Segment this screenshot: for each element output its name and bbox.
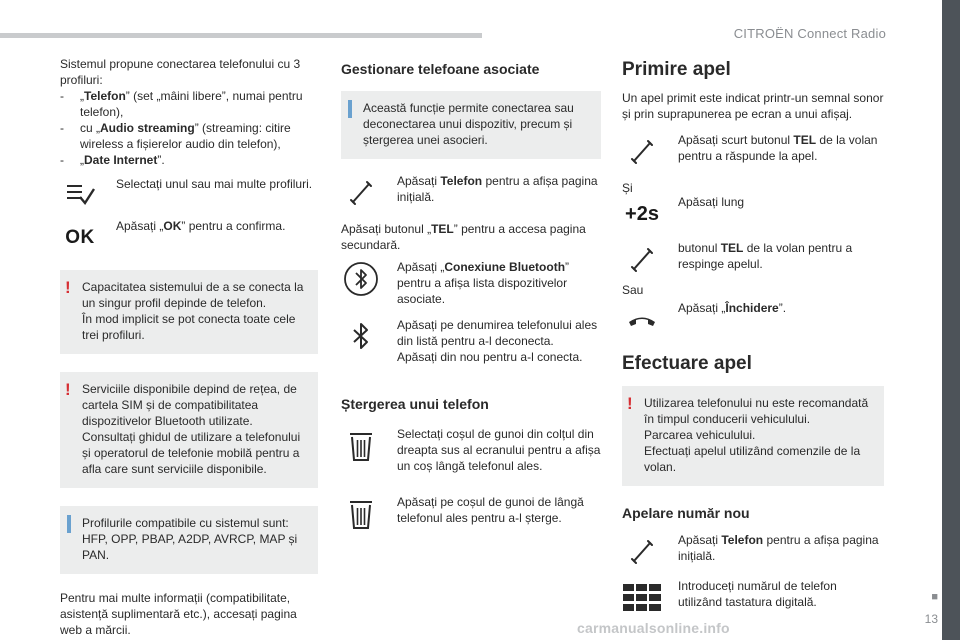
phone-home-step — [341, 173, 601, 207]
confirm-step — [60, 218, 318, 252]
text-fragment: pentru a afișa pagina inițială. — [397, 174, 598, 204]
warning-box-profiles — [60, 270, 318, 354]
dial-home-step — [622, 532, 884, 566]
profile-name: Telefon — [84, 89, 126, 103]
answer-step — [622, 132, 884, 166]
text-fragment: de la volan pentru a răspunde la apel. — [678, 133, 878, 163]
delete-step-2 — [341, 494, 601, 528]
tel-word: TEL — [793, 133, 817, 147]
info-text: Această funcție permite conectarea sau deconectarea unui dispozitiv, precum și ștergerea unei asocieri. — [363, 101, 574, 147]
column-3 — [622, 56, 884, 612]
bluetooth-connection-word: Conexiune Bluetooth — [444, 260, 566, 274]
bluetooth-circle-icon — [341, 259, 381, 299]
delete-step-2-text: Apăsați pe coșul de gunoi de lângă telefonul ales pentru a-l șterge. — [397, 495, 584, 525]
keypad-icon — [622, 578, 662, 618]
section-title-delete-phone: Ștergerea unui telefon — [341, 396, 489, 412]
text-fragment: „ — [80, 89, 84, 103]
section-title-paired-phones: Gestionare telefoane asociate — [341, 61, 540, 77]
long-press-text: Apăsați lung — [678, 195, 745, 209]
warning-box-services — [60, 372, 318, 488]
delete-step-1-text: Selectați coșul de gunoi din colțul din dreapta sus al ecranului pentru a afișa un coș lângă telefonul ales. — [397, 427, 601, 473]
section-title-dial-number: Apelare număr nou — [622, 505, 750, 521]
text-fragment: cu „ — [80, 121, 101, 135]
text-fragment: ” pentru a accesa pagina secundară. — [341, 222, 586, 252]
text-fragment: Apăsați — [397, 174, 441, 188]
phone-word: Telefon — [721, 533, 764, 547]
list-item — [60, 152, 318, 168]
hang-up-step — [622, 300, 884, 334]
text-fragment: ” pentru a afișa lista dispozitivelor asociate. — [397, 260, 570, 306]
or-text: Sau — [622, 283, 644, 297]
info-box-management — [341, 91, 601, 159]
tel-word: TEL — [720, 241, 744, 255]
text-fragment: ” (set „mâini libere”, numai pentru telefon), — [80, 89, 303, 119]
section-title-make-call: Efectuare apel — [622, 353, 752, 374]
profile-name: Date Internet — [84, 153, 158, 167]
more-info-text: Pentru mai multe informații (compatibilitate, asistență suplimentară etc.), accesați pagina web a mărcii. — [60, 591, 297, 637]
text-fragment: ”. — [157, 153, 165, 167]
list-dash: - — [60, 153, 64, 167]
profile-name: Audio streaming — [100, 121, 195, 135]
text-fragment: Apăsați butonul „ — [341, 222, 432, 236]
info-icon — [348, 100, 352, 118]
list-dash: - — [60, 121, 64, 135]
header-rule — [0, 33, 482, 38]
warning-icon: ! — [65, 278, 71, 297]
text-fragment: Apăsați „ — [116, 219, 164, 233]
close-word: Închidere — [725, 301, 779, 315]
checkbox-list-icon — [60, 176, 100, 216]
profiles-list — [60, 88, 318, 168]
trash-icon — [341, 426, 381, 466]
select-profiles-step — [60, 176, 318, 210]
warning-text: Serviciile disponibile depind de rețea, de cartela SIM și de compatibilitatea dispozitivelor Bluetooth utilizate. Consultați ghidul de utilizare a telefonului și operatorul de telefonie mobilă pentru a afla care sunt serviciile disponibile. — [82, 382, 301, 476]
receive-call-intro: Un apel primit este indicat printr-un semnal sonor și prin suprapunerea pe ecran a unui afișaj. — [622, 91, 884, 121]
disconnect-step — [341, 317, 601, 365]
text-fragment: pentru a afișa pagina inițială. — [678, 533, 879, 563]
info-text: Profilurile compatibile cu sistemul sunt: HFP, OPP, PBAP, A2DP, AVRCP, MAP și PAN. — [82, 516, 298, 562]
long-press-step — [622, 194, 884, 228]
text-fragment: Apăsați „ — [678, 301, 726, 315]
list-item — [60, 88, 318, 120]
text-fragment: Apăsați — [678, 533, 722, 547]
watermark: carmanualsonline.info — [577, 620, 730, 636]
disconnect-text: Apăsați pe denumirea telefonului ales din listă pentru a-l deconecta. Apăsați din nou pentru a-l conecta. — [397, 318, 598, 364]
select-profiles-text: Selectați unul sau mai multe profiluri. — [116, 177, 313, 191]
text-fragment: de la volan pentru a respinge apelul. — [678, 241, 853, 271]
text-fragment: ” pentru a confirma. — [181, 219, 286, 233]
phone-handset-icon — [341, 173, 381, 213]
page-number: 13 — [924, 612, 938, 626]
column-1 — [60, 56, 318, 638]
warning-text: Utilizarea telefonului nu este recomandată în timpul conducerii vehiculului. Parcarea vehiculului. Efectuați apelul utilizând comenzile de la volan. — [644, 396, 869, 474]
info-box-profiles — [60, 506, 318, 574]
and-text: Și — [622, 181, 633, 195]
text-fragment: ”. — [778, 301, 787, 315]
list-dash: - — [60, 89, 64, 103]
section-title-receive-call: Primire apel — [622, 59, 731, 80]
phone-handset-icon — [622, 240, 662, 280]
ok-button-icon — [60, 218, 100, 258]
hang-up-icon — [622, 300, 662, 340]
ok-word: OK — [163, 219, 182, 233]
text-fragment: ” (streaming: citire wireless a fișierelor audio din telefon), — [80, 121, 291, 151]
text-fragment: butonul — [678, 241, 721, 255]
text-fragment: Apăsați „ — [397, 260, 445, 274]
tel-word: TEL — [431, 222, 454, 236]
bluetooth-connection-step — [341, 259, 601, 307]
keypad-step — [622, 578, 884, 612]
warning-box-driving — [622, 386, 884, 486]
column-2 — [341, 56, 601, 528]
ok-label: OK — [65, 227, 95, 248]
list-item — [60, 120, 318, 152]
side-strip — [942, 0, 960, 640]
next-page-marker: ■ — [931, 591, 938, 603]
warning-text: Capacitatea sistemului de a se conecta la un singur profil depinde de telefon. În mod implicit se pot conecta toate cele trei profiluri. — [82, 280, 304, 342]
profiles-intro: Sistemul propune conectarea telefonului cu 3 profiluri: — [60, 57, 301, 87]
warning-icon: ! — [65, 380, 71, 399]
long-press-2s-icon — [622, 194, 662, 234]
brand-title: CITROËN Connect Radio — [733, 26, 886, 41]
reject-step — [622, 240, 884, 274]
long-press-label: +2s — [625, 203, 659, 225]
text-fragment: „ — [80, 153, 84, 167]
keypad-text: Introduceți numărul de telefon utilizând tastatura digitală. — [678, 579, 837, 609]
delete-step-1 — [341, 426, 601, 474]
info-icon — [67, 515, 71, 533]
bluetooth-icon — [341, 317, 381, 357]
phone-word: Telefon — [440, 174, 483, 188]
text-fragment: Apăsați scurt butonul — [678, 133, 794, 147]
phone-handset-icon — [622, 132, 662, 172]
phone-handset-icon — [622, 532, 662, 572]
warning-icon: ! — [627, 394, 633, 413]
tel-button-text — [341, 221, 601, 253]
trash-icon — [341, 494, 381, 534]
